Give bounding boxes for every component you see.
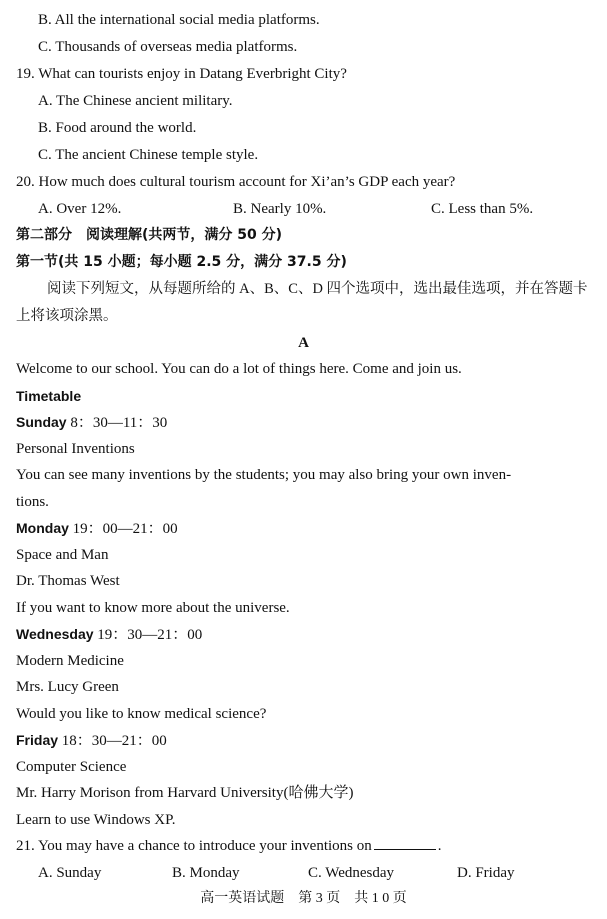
event-monday-speaker: Dr. Thomas West xyxy=(16,573,120,589)
time-range: 18：30—21：00 xyxy=(58,733,167,749)
timetable-heading: Timetable xyxy=(16,388,82,404)
day-label: Monday xyxy=(16,520,69,536)
previous-option-c: C. Thousands of overseas media platforms. xyxy=(38,39,298,55)
question-21-option-b: B. Monday xyxy=(172,865,240,881)
question-19-stem: 19. What can tourists enjoy in Datang Everbright City? xyxy=(16,66,347,82)
event-sunday-title: Personal Inventions xyxy=(16,441,135,457)
question-19-option-a: A. The Chinese ancient military. xyxy=(38,93,233,109)
question-21-text: 21. You may have a chance to introduce your inventions on xyxy=(16,838,372,854)
question-21-options xyxy=(0,863,607,883)
event-wednesday-time xyxy=(16,624,202,645)
time-range: 8：30—11：30 xyxy=(66,415,168,431)
instructions-line-1: 阅读下列短文，从每题所给的 A、B、C、D 四个选项中，选出最佳选项，并在答题卡 xyxy=(47,281,588,297)
time-range: 19：30—21：00 xyxy=(93,627,203,643)
day-label: Friday xyxy=(16,732,59,748)
event-sunday-time xyxy=(16,412,167,433)
question-19-option-b: B. Food around the world. xyxy=(38,120,197,136)
question-21-stem xyxy=(16,836,442,856)
question-20-options xyxy=(0,199,607,219)
section-1-title: 第一节(共 15 小题；每小题 2.5 分，满分 37.5 分) xyxy=(16,254,347,270)
instructions-line-2: 上将该项涂黑。 xyxy=(16,308,118,324)
event-monday-time xyxy=(16,518,178,539)
event-friday-speaker: Mr. Harry Morison from Harvard University(哈佛大学) xyxy=(16,785,354,801)
day-label: Sunday xyxy=(16,414,67,430)
question-20-option-a: A. Over 12%. xyxy=(38,201,122,217)
page-footer: 高一英语试题 第 3 页 共 1 0 页 xyxy=(200,891,407,906)
answer-blank xyxy=(374,837,436,850)
question-21-option-c: C. Wednesday xyxy=(308,865,395,881)
question-20-stem: 20. How much does cultural tourism account for Xi’an’s GDP each year? xyxy=(16,174,456,190)
question-19-option-c: C. The ancient Chinese temple style. xyxy=(38,147,259,163)
passage-intro: Welcome to our school. You can do a lot of things here. Come and join us. xyxy=(16,361,462,377)
event-friday-description: Learn to use Windows XP. xyxy=(16,812,176,828)
day-label: Wednesday xyxy=(16,626,94,642)
question-20-option-b: B. Nearly 10%. xyxy=(233,201,327,217)
event-wednesday-title: Modern Medicine xyxy=(16,653,124,669)
passage-label: A xyxy=(298,335,309,351)
event-wednesday-speaker: Mrs. Lucy Green xyxy=(16,679,119,695)
event-monday-title: Space and Man xyxy=(16,547,109,563)
question-21-option-d: D. Friday xyxy=(457,865,515,881)
previous-option-b: B. All the international social media platforms. xyxy=(38,12,320,28)
question-21-option-a: A. Sunday xyxy=(38,865,102,881)
event-sunday-description-cont: tions. xyxy=(16,494,49,510)
question-20-option-c: C. Less than 5%. xyxy=(431,201,534,217)
event-wednesday-description: Would you like to know medical science? xyxy=(16,706,267,722)
event-friday-title: Computer Science xyxy=(16,759,127,775)
event-monday-description: If you want to know more about the universe. xyxy=(16,600,290,616)
question-21-end: . xyxy=(437,838,442,854)
part-2-title: 第二部分 阅读理解(共两节，满分 50 分) xyxy=(16,227,283,243)
event-friday-time xyxy=(16,730,167,751)
event-sunday-description: You can see many inventions by the students; you may also bring your own inven- xyxy=(16,467,512,483)
time-range: 19：00—21：00 xyxy=(68,521,178,537)
